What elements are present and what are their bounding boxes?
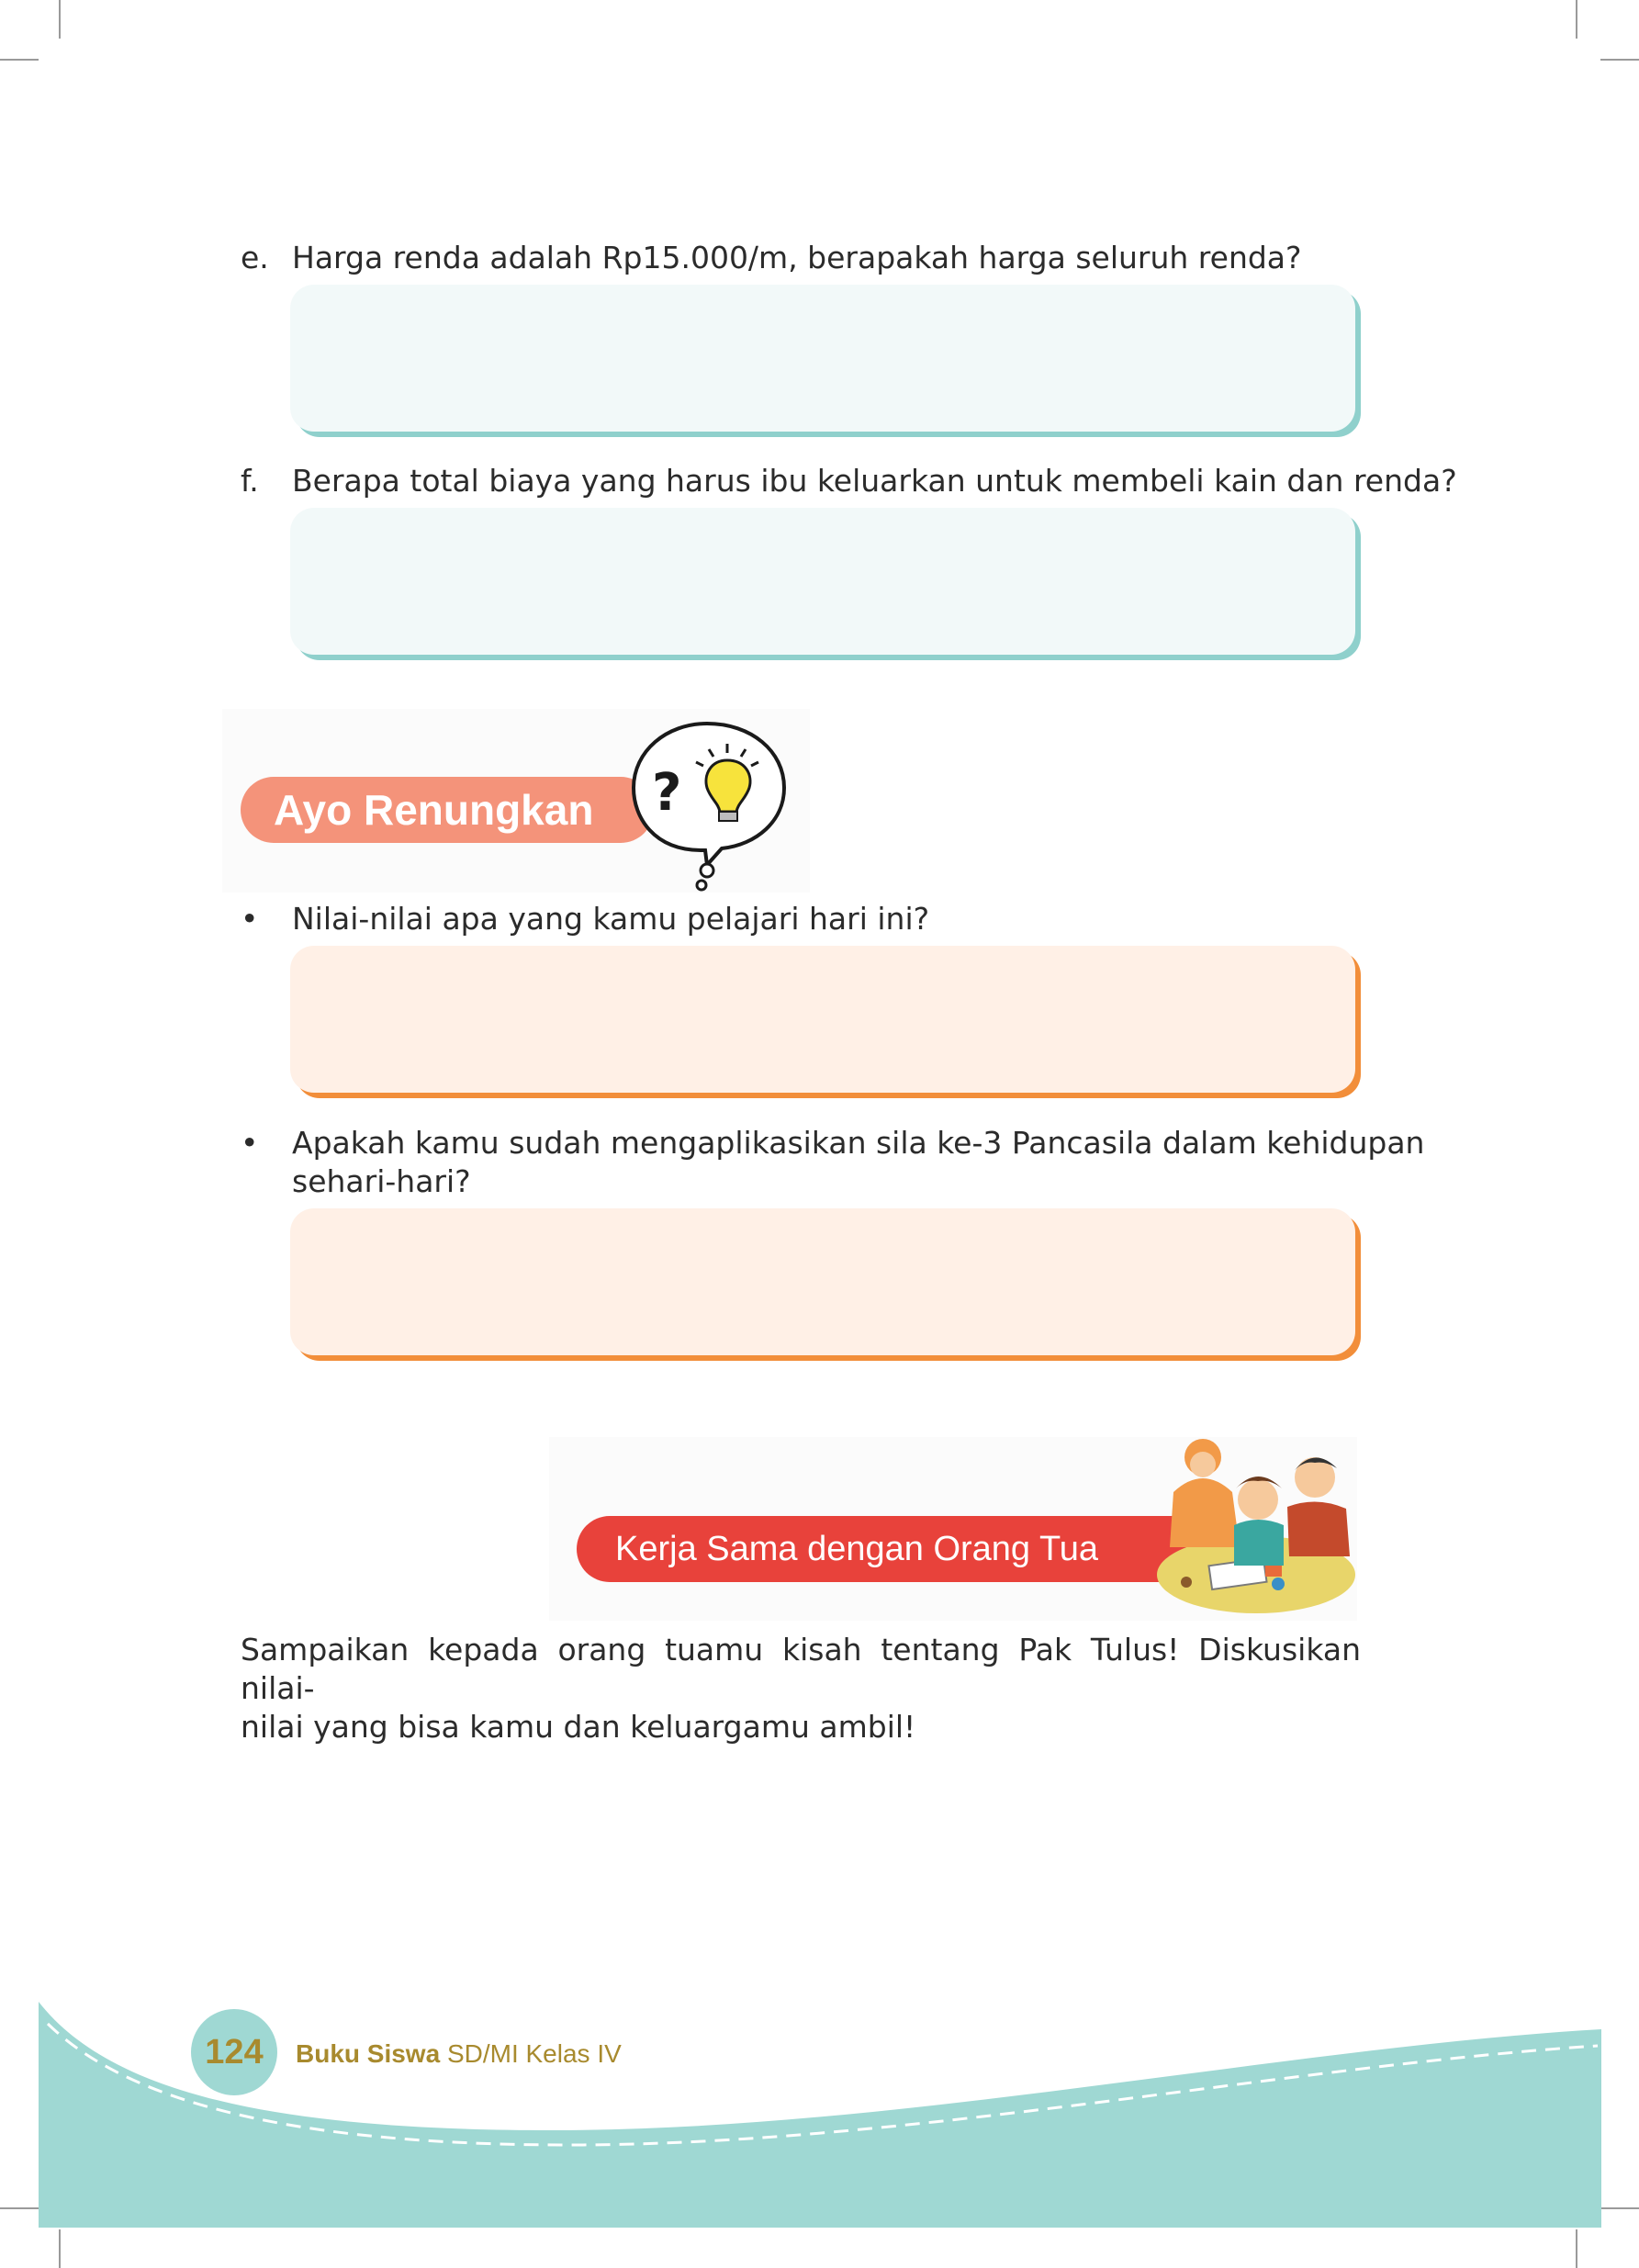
answer-box-f[interactable]	[290, 508, 1355, 655]
question-text: Harga renda adalah Rp15.000/m, berapakah harga seluruh renda?	[292, 240, 1302, 275]
reflection-text-line2: sehari-hari?	[292, 1163, 471, 1199]
book-title-bold: Buku Siswa	[296, 2039, 441, 2068]
crop-mark	[0, 59, 39, 61]
paragraph-line1: Sampaikan kepada orang tuamu kisah tentang Pak Tulus! Diskusikan nilai-	[241, 1632, 1361, 1706]
book-title	[296, 2038, 622, 2070]
reflection-header	[222, 709, 810, 893]
parents-header	[549, 1437, 1357, 1621]
question-marker: f.	[241, 463, 259, 499]
crop-mark	[1576, 0, 1577, 39]
reflection-text-line1: Apakah kamu sudah mengaplikasikan sila ke-3 Pancasila dalam kehidupan	[292, 1125, 1425, 1161]
parents-paragraph	[241, 1631, 1361, 1746]
family-illustration	[1137, 1437, 1357, 1621]
paragraph-line2: nilai yang bisa kamu dan keluargamu ambil!	[241, 1709, 916, 1745]
reflection-text: Nilai-nilai apa yang kamu pelajari hari ini?	[292, 901, 930, 937]
crop-mark	[1600, 59, 1639, 61]
question-text: Berapa total biaya yang harus ibu keluarkan untuk membeli kain dan renda?	[292, 463, 1457, 499]
crop-mark	[59, 0, 61, 39]
thought-bubble-icon	[626, 714, 801, 893]
book-title-rest: SD/MI Kelas IV	[440, 2039, 622, 2068]
page-number: 124	[205, 2033, 264, 2072]
answer-box-reflection-2[interactable]	[290, 1208, 1355, 1355]
parents-title: Kerja Sama dengan Orang Tua	[615, 1530, 1099, 1568]
question-marker: e.	[241, 240, 269, 275]
answer-box-e[interactable]	[290, 285, 1355, 432]
question-mark-glyph: ?	[652, 763, 682, 823]
bullet: •	[241, 901, 259, 937]
reflection-title: Ayo Renungkan	[274, 786, 594, 834]
bullet: •	[241, 1125, 259, 1161]
answer-box-reflection-1[interactable]	[290, 946, 1355, 1093]
